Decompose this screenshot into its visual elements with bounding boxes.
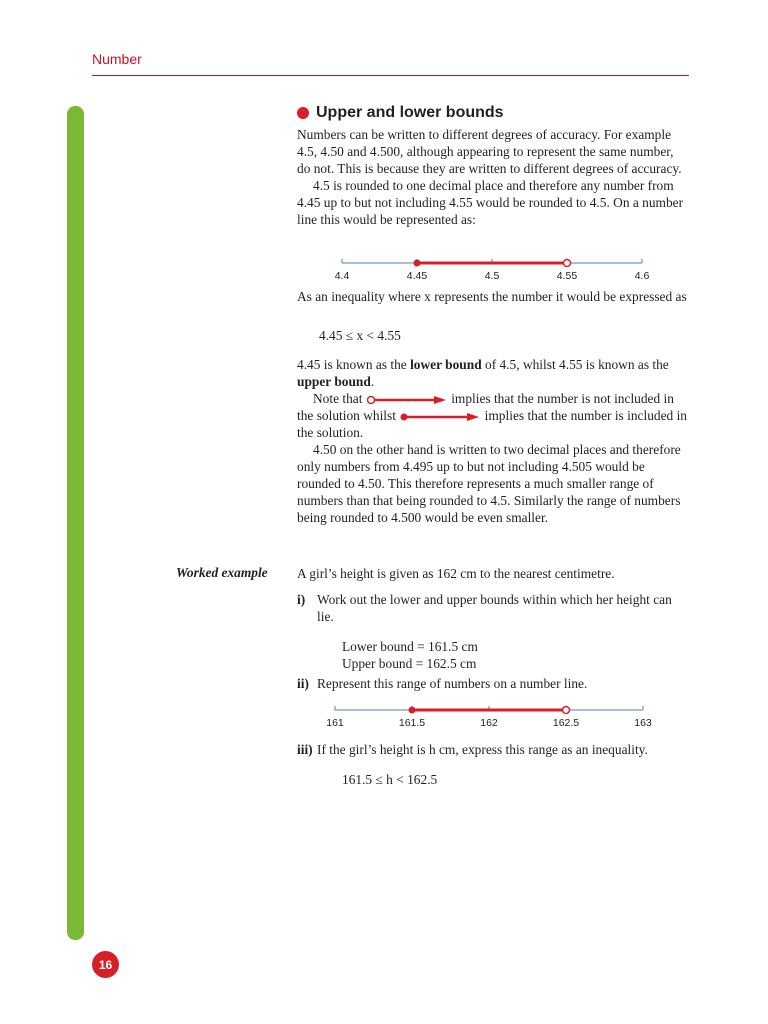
header-rule: [92, 75, 689, 76]
number-line-2-open-endpoint: [563, 707, 570, 714]
nl1-tick-label-4: 4.6: [634, 270, 650, 282]
section-heading: [297, 104, 504, 122]
intro-paragraph-1: Numbers can be written to different degrees of accuracy. For example 4.5, 4.50 and 4.500, although appearing to represent the same number, do not. This is because they are written to different degrees of accuracy.: [297, 127, 682, 176]
upper-bound-answer: Upper bound = 162.5 cm: [342, 656, 477, 671]
nl2-tick-label-3: 162.5: [552, 717, 580, 729]
open-circle-arrow-icon: [366, 395, 448, 405]
intro-paragraph-2: 4.5 is rounded to one decimal place and therefore any number from 4.45 up to but not including 4.55 would be rounded to 4.5. On a number line this would be represented as:: [297, 178, 684, 227]
page-number: 16: [92, 951, 119, 978]
note-text-c: implies that the number is included in the solution.: [297, 408, 687, 440]
bounds-answer: [342, 638, 689, 672]
note-text-a: Note that: [313, 391, 363, 406]
final-inequality-text: 161.5 ≤ h < 162.5: [342, 772, 438, 787]
part-iii-number: iii): [297, 742, 313, 757]
worked-example-part-ii: [297, 675, 689, 692]
number-line-1-open-endpoint: [564, 260, 571, 267]
inequality-intro-text: As an inequality where x represents the number it would be expressed as: [297, 289, 687, 304]
nl1-tick-label-0: 4.4: [334, 270, 350, 282]
intro-paragraphs: [297, 126, 689, 228]
part-iii-text: If the girl’s height is h cm, express this range as an inequality.: [317, 742, 648, 757]
heading-bullet-icon: [297, 107, 309, 119]
nl2-tick-label-0: 161: [326, 717, 344, 729]
final-inequality: [342, 771, 689, 788]
number-line-2: [323, 702, 658, 730]
worked-example-intro-text: A girl’s height is given as 162 cm to the nearest centimetre.: [297, 566, 615, 581]
part-ii-number: ii): [297, 676, 309, 691]
bounds-text-a: 4.45 is known as the: [297, 357, 411, 372]
note-text-b: implies that the number is not included in the solution whilst: [297, 391, 674, 423]
number-line-1: [330, 255, 650, 283]
closed-circle-arrow-icon: [399, 412, 481, 422]
worked-example-part-iii: [297, 741, 689, 788]
nl2-tick-label-2: 162: [480, 717, 498, 729]
worked-example-intro: [297, 565, 689, 582]
running-header: Number: [92, 51, 142, 67]
nl2-tick-label-4: 163: [634, 717, 652, 729]
nl2-tick-label-1: 161.5: [398, 717, 426, 729]
inequality-1-text: 4.45 ≤ x < 4.55: [319, 328, 401, 343]
upper-bound-term: upper bound: [297, 374, 371, 389]
section-heading-text: Upper and lower bounds: [316, 104, 504, 121]
note-text: [297, 390, 689, 441]
inequality-intro: [297, 288, 689, 305]
bounds-text-c: .: [370, 374, 375, 389]
lower-bound-answer: Lower bound = 161.5 cm: [342, 639, 478, 654]
lower-bound-term: lower bound: [410, 357, 482, 372]
worked-example-label: Worked example: [176, 565, 268, 580]
part-i-number: i): [297, 592, 306, 607]
bounds-paragraph: [297, 356, 689, 526]
number-line-2-closed-endpoint: [409, 707, 416, 714]
bounds-text-b: of 4.5, whilst 4.55 is known as the: [481, 357, 669, 372]
nl1-tick-label-3: 4.55: [556, 270, 578, 282]
worked-example-part-i: [297, 591, 689, 672]
paragraph-4-50: 4.50 on the other hand is written to two decimal places and therefore only numbers from 4.495 up to but not including 4.505 would be rounded to 4.50. This therefore represents a much smaller range of numbers than that being rounded to 4.5. Similarly the range of numbers being rounded to 4.500 would be even smaller.: [297, 442, 681, 525]
number-line-1-closed-endpoint: [414, 260, 421, 267]
nl1-tick-label-1: 4.45: [406, 270, 428, 282]
inequality-1: [319, 327, 711, 344]
part-i-text: Work out the lower and upper bounds within which her height can lie.: [317, 592, 672, 624]
part-ii-text: Represent this range of numbers on a number line.: [317, 676, 588, 691]
nl1-tick-label-2: 4.5: [484, 270, 500, 282]
chapter-side-bar: [67, 106, 84, 940]
bounds-text: [297, 356, 689, 390]
